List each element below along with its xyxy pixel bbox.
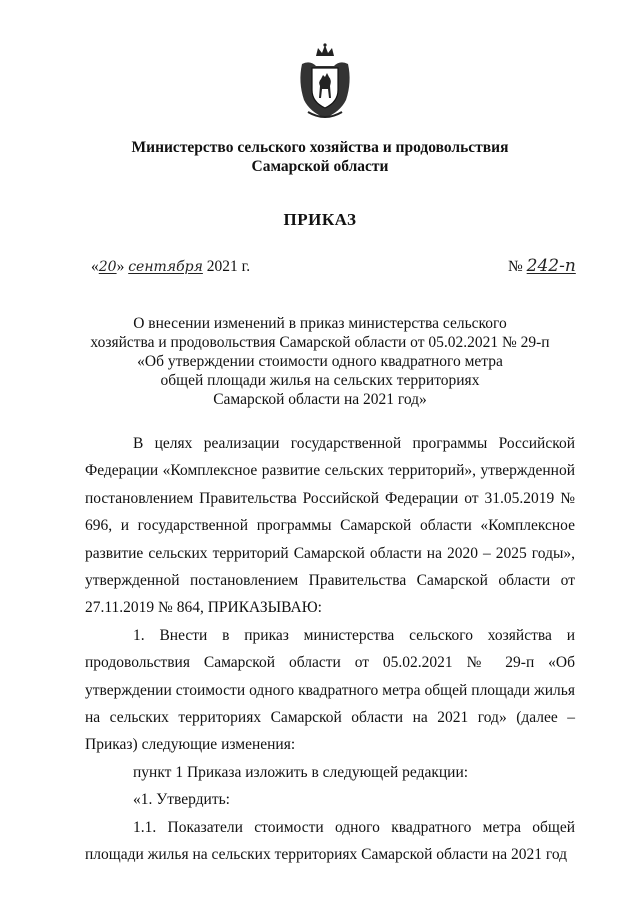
subject-line-2: хозяйства и продовольствия Самарской области от 05.02.2021 № 29-п (90, 334, 550, 351)
subject-line-3: «Об утверждении стоимости одного квадратного метра (137, 353, 503, 370)
order-number (508, 256, 576, 276)
order-body (85, 430, 575, 869)
subject-line-5: Самарской области на 2021 год» (213, 391, 427, 408)
coat-of-arms-emblem (296, 42, 354, 122)
number-value-handwritten: 242-п (526, 256, 576, 276)
document-title: ПРИКАЗ (283, 210, 357, 229)
date-open-quote: « (91, 258, 99, 275)
ministry-line-2: Самарской области (251, 158, 389, 175)
order-date (91, 258, 250, 276)
number-prefix: № (508, 258, 523, 275)
body-paragraph-item-1: 1. Внести в приказ министерства сельского хозяйства и продовольствия Самарской области от 05.02.2021 № 29-п «Об утверждении стоимости одного квадратного метра общей площади жилья на сельских территориях Самарской области на 2021 год» (далее – Приказ) следующие изменения: (85, 626, 575, 754)
subject-line-1: О внесении изменений в приказ министерства сельского (133, 315, 507, 332)
date-day-handwritten: 20 (98, 259, 117, 275)
date-month-handwritten: сентября (128, 259, 203, 275)
subject-line-4: общей площади жилья на сельских территориях (160, 372, 480, 389)
ministry-line-1: Министерство сельского хозяйства и продовольствия (131, 139, 509, 156)
body-paragraph-preamble: В целях реализации государственной программы Российской Федерации «Комплексное развитие сельских территорий», утвержденной постановлением Правительства Российской Федерации от 31.05.2019 № 696, и государственной программы Самарской области «Комплексное развитие сельских территорий Самарской области на 2020 – 2025 годы», утвержденной постановлением Правительства Самарской области от 27.11.2019 № 864, ПРИКАЗЫВАЮ: (85, 435, 575, 617)
date-year: 2021 г. (206, 258, 251, 275)
order-subject (0, 314, 640, 409)
ministry-name (0, 138, 640, 176)
body-paragraph-item-1-1: 1.1. Показатели стоимости одного квадратного метра общей площади жилья на сельских территориях Самарской области на 2021 год (85, 818, 575, 864)
body-paragraph-amendment: пункт 1 Приказа изложить в следующей редакции: (133, 763, 469, 781)
body-paragraph-approve: «1. Утвердить: (133, 791, 230, 809)
date-close-quote: » (116, 258, 125, 275)
